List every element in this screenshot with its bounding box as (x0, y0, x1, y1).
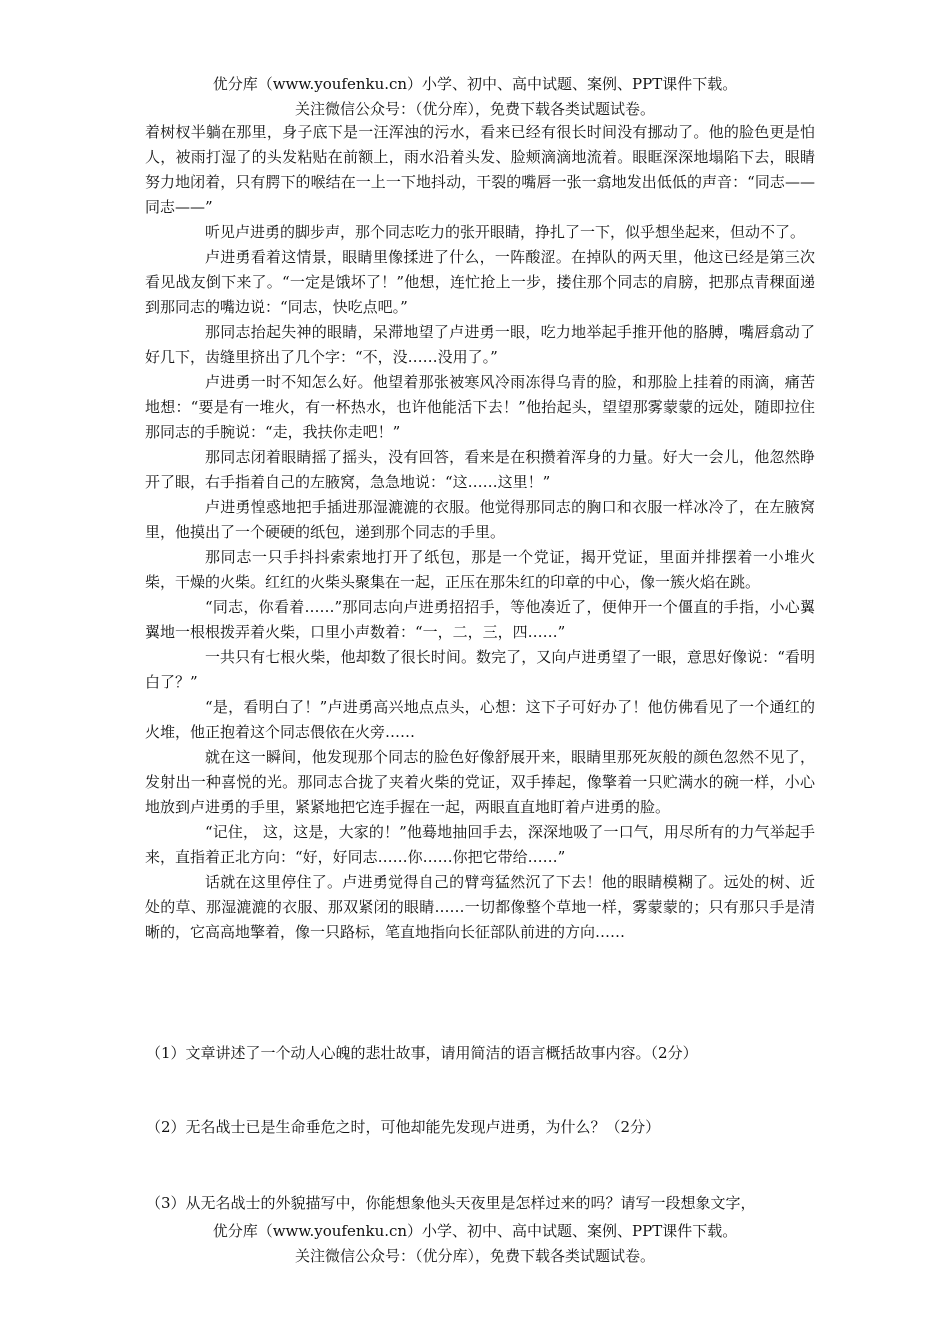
story-paragraph: “同志，你看着……”那同志向卢进勇招招手，等他凑近了，便伸开一个僵直的手指，小心翼翼地一根根拨弄着火柴，口里小声数着：“一，二，三，四……” (145, 598, 815, 641)
story-paragraph: 那同志抬起失神的眼睛，呆滞地望了卢进勇一眼，吃力地举起手推开他的胳膊，嘴唇翕动了好几下，齿缝里挤出了几个字：“不，没……没用了。” (145, 323, 815, 366)
story-paragraph: 听见卢进勇的脚步声，那个同志吃力的张开眼睛，挣扎了一下，似乎想坐起来，但动不了。 (205, 223, 806, 241)
story-paragraph: 一共只有七根火柴，他却数了很长时间。数完了，又向卢进勇望了一眼，意思好像说：“看明白了？” (145, 648, 815, 691)
story-paragraph: “记住， 这，这是，大家的！”他蓦地抽回手去，深深地吸了一口气，用尽所有的力气举起手来，直指着正北方向：“好，好同志……你……你把它带给……” (145, 823, 815, 866)
header-line-2: 关注微信公众号：（优分库），免费下载各类试题试卷。 (294, 100, 655, 118)
question-2: （2）无名战士已是生命垂危之时，可他却能先发现卢进勇，为什么？（2分） (146, 1118, 661, 1136)
story-paragraph: 着树杈半躺在那里，身子底下是一汪浑浊的污水，看来已经有很长时间没有挪动了。他的脸色更是怕人，被雨打湿了的头发粘贴在前额上，雨水沿着头发、脸颊滴滴地流着。眼眶深深地塌陷下去，眼睛努力地闭着，只有腭下的喉结在一上一下地抖动，干裂的嘴唇一张一翕地发出低低的声音：“同志——同志——” (145, 123, 815, 216)
story-paragraph: 那同志一只手抖抖索索地打开了纸包，那是一个党证，揭开党证，里面并排摆着一小堆火柴，干燥的火柴。红红的火柴头聚集在一起，正压在那朱红的印章的中心，像一簇火焰在跳。 (145, 548, 815, 591)
story-paragraph: 话就在这里停住了。卢进勇觉得自己的臂弯猛然沉了下去！他的眼睛模糊了。远处的树、近处的草、那湿漉漉的衣服、那双紧闭的眼睛……一切都像整个草地一样，雾蒙蒙的；只有那只手是清晰的，它高高地擎着，像一只路标，笔直地指向长征部队前进的方向…… (145, 873, 815, 941)
story-paragraph: 那同志闭着眼睛摇了摇头，没有回答，看来是在积攒着浑身的力量。好大一会儿，他忽然睁开了眼，右手指着自己的左腋窝，急急地说：“这……这里！” (145, 448, 815, 491)
header-line-1: 优分库（www.youfenku.cn）小学、初中、高中试题、案例、PPT课件下载。 (212, 75, 738, 93)
question-3: （3）从无名战士的外貌描写中，你能想象他头天夜里是怎样过来的吗？请写一段想象文字， (146, 1194, 756, 1212)
story-paragraph: 卢进勇一时不知怎么好。他望着那张被寒风冷雨冻得乌青的脸，和那脸上挂着的雨滴，痛苦地想：“要是有一堆火，有一杯热水，也许他能活下去！”他抬起头，望望那雾蒙蒙的远处，随即拉住那同志的手腕说：“走，我扶你走吧！” (145, 373, 815, 441)
story-paragraph: “是，看明白了！”卢进勇高兴地点点头，心想：这下子可好办了！他仿佛看见了一个通红的火堆，他正抱着这个同志偎依在火旁…… (145, 698, 815, 741)
story-paragraph: 卢进勇看着这情景，眼睛里像揉进了什么，一阵酸涩。在掉队的两天里，他这已经是第三次看见战友倒下来了。“一定是饿坏了！”他想，连忙抢上一步，搂住那个同志的肩膀，把那点青稞面递到那同志的嘴边说：“同志，快吃点吧。” (145, 248, 815, 316)
story-text (145, 120, 815, 945)
question-1: （1）文章讲述了一个动人心魄的悲壮故事，请用简洁的语言概括故事内容。（2分） (146, 1044, 698, 1062)
story-paragraph: 就在这一瞬间，他发现那个同志的脸色好像舒展开来，眼睛里那死灰般的颜色忽然不见了，发射出一种喜悦的光。那同志合拢了夹着火柴的党证，双手捧起，像擎着一只贮满水的碗一样，小心地放到卢进勇的手里，紧紧地把它连手握在一起，两眼直直地盯着卢进勇的脸。 (145, 748, 815, 816)
footer-line-1: 优分库（www.youfenku.cn）小学、初中、高中试题、案例、PPT课件下载。 (212, 1222, 738, 1240)
footer-line-2: 关注微信公众号：（优分库），免费下载各类试题试卷。 (294, 1247, 655, 1265)
story-paragraph: 卢进勇惶惑地把手插进那湿漉漉的衣服。他觉得那同志的胸口和衣服一样冰冷了，在左腋窝里，他摸出了一个硬硬的纸包，递到那个同志的手里。 (145, 498, 815, 541)
